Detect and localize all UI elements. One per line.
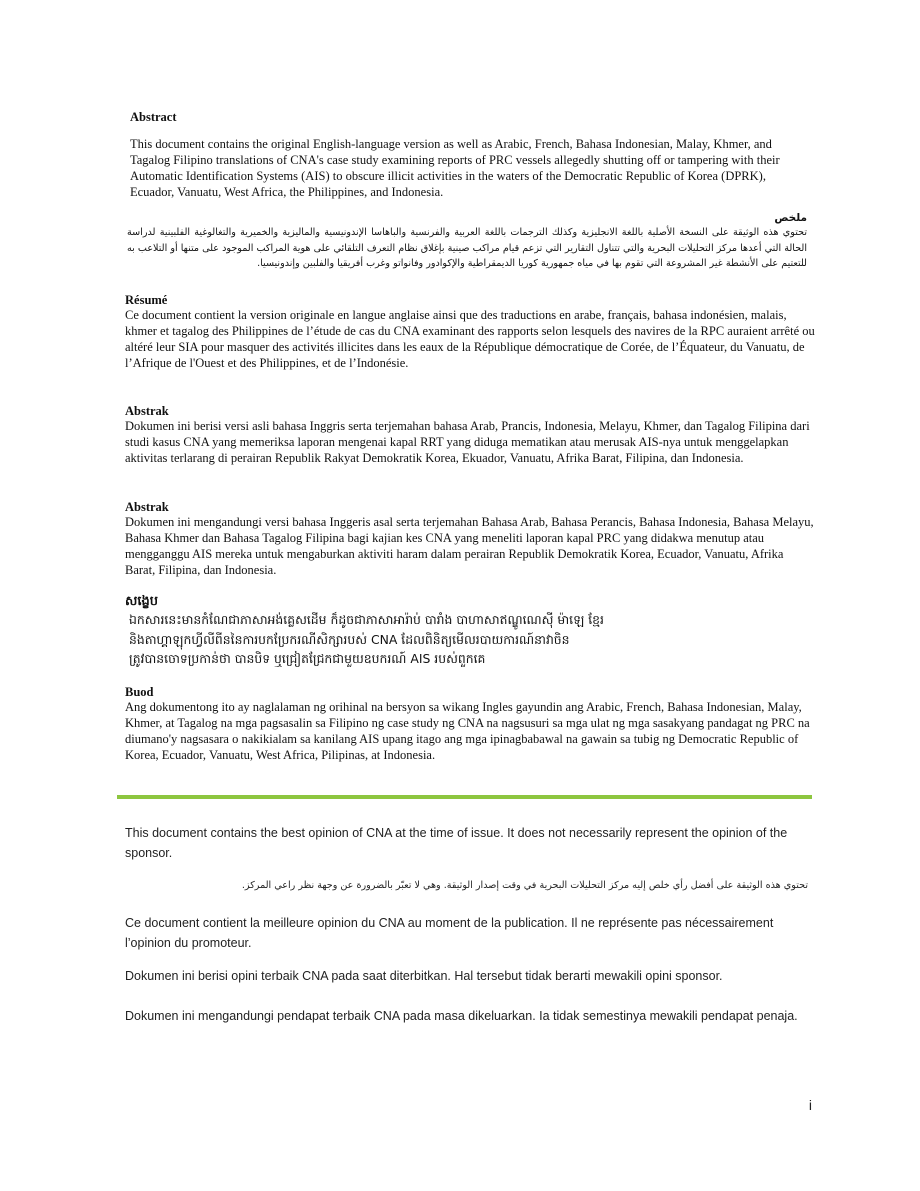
page-number: i (808, 1097, 812, 1113)
disclaimer-english: This document contains the best opinion of CNA at the time of issue. It does not necessarily represent the opinion of the sponsor. (125, 826, 788, 860)
abstract-indonesian-heading: Abstrak (125, 404, 169, 418)
abstract-khmer-line: និងតាហ្គាឡុកហ្វីលីពីននៃការបកប្រែករណីសិក្សារបស់ CNA ដែលពិនិត្យមើលរបាយការណ៍នាវាចិន (129, 631, 570, 647)
abstract-arabic (127, 211, 807, 272)
section-divider (117, 795, 812, 799)
abstract-english-heading: Abstract (130, 110, 177, 124)
abstract-english-body: This document contains the original English-language version as well as Arabic, French, Bahasa Indonesian, Malay, Khmer, and Tagalog Filipino translations of CNA's case study examining reports of PRC vessels allegedly shutting off or tampering with their Automatic Identification Systems (AIS) to obscure illicit activities in the waters of the Democratic Republic of Korea (DPRK), Ecuador, Vanuatu, West Africa, the Philippines, and Indonesia. (130, 137, 780, 199)
disclaimer-arabic: تحتوي هذه الوثيقة على أفضل رأي خلص إليه مركز التحليلات البحرية في وقت إصدار الوثيقة. وهي لا تعبّر بالضرورة عن وجهة نظر راعي المركز. (241, 880, 808, 891)
abstract-khmer-heading: សង្ខេប (125, 594, 159, 609)
abstract-khmer (125, 594, 815, 669)
abstract-tagalog-heading: Buod (125, 685, 154, 699)
abstract-malay-body: Dokumen ini mengandungi versi bahasa Inggeris asal serta terjemahan Bahasa Arab, Bahasa Perancis, Bahasa Indonesia, Bahasa Melayu, Bahasa Khmer dan Bahasa Tagalog Filipina bagi kajian kes CNA yang meneliti laporan kapal PRC yang didakwa menutup atau mengganggu AIS mereka untuk mengaburkan aktiviti haram dalam perairan Republik Demokratik Korea, Ecuador, Vanuatu, Afrika Barat, Filipina, dan Indonesia. (125, 515, 814, 577)
abstract-tagalog-body: Ang dokumentong ito ay naglalaman ng orihinal na bersyon sa wikang Ingles gayundin ang Arabic, French, Bahasa Indonesian, Malay, Khmer, at Tagalog na mga pagsasalin sa Filipino ng case study ng CNA na nagsusuri sa mga ulat ng mga sasakyang pandagat ng PRC na diumano'y nagsasara o nakikialam sa kanilang AIS upang itago ang mga ipinagbabawal na gawain sa tubig ng Democratic Republic of Korea, Ecuador, Vanuatu, West Africa, Pilipinas, at Indonesia. (125, 700, 810, 762)
abstract-khmer-line: ត្រូវបានចោទប្រកាន់ថា បានបិទ ឬជ្រៀតជ្រែកជាមួយឧបករណ៍ AIS របស់ពួកគេ (129, 651, 486, 667)
abstract-indonesian-body: Dokumen ini berisi versi asli bahasa Inggris serta terjemahan bahasa Arab, Prancis, Indonesia, Melayu, Khmer, dan Tagalog Filipina dari studi kasus CNA yang memeriksa laporan mengenai kapal RRT yang diduga mematikan atau merusak AIS-nya untuk menggelapkan aktivitas terlarang di perairan Republik Rakyat Demokratik Korea, Ekuador, Vanuatu, Afrika Barat, Filipina, dan Indonesia. (125, 419, 810, 465)
abstract-french-heading: Résumé (125, 293, 168, 307)
abstract-indonesian (125, 404, 815, 467)
abstract-english (130, 110, 805, 201)
abstract-french-body: Ce document contient la version originale en langue anglaise ainsi que des traductions en arabe, français, bahasa indonésien, malais, khmer et tagalog des Philippines de l’étude de cas du CNA examinant des rapports selon lesquels des navires de la RPC auraient arrêté ou altéré leur SIA pour masquer des activités illicites dans les eaux de la République démocratique de Corée, de l’Équateur, du Vanuatu, de l’Afrique de l'Ouest et des Philippines, et de l’Indonésie. (125, 308, 815, 370)
disclaimer-malay: Dokumen ini mengandungi pendapat terbaik CNA pada masa dikeluarkan. Ia tidak semestinya mewakili pendapat penaja. (125, 1009, 798, 1023)
disclaimer-indonesian: Dokumen ini berisi opini terbaik CNA pada saat diterbitkan. Hal tersebut tidak berarti mewakili opini sponsor. (125, 969, 723, 983)
abstract-malay (125, 500, 815, 579)
abstract-tagalog (125, 685, 815, 764)
disclaimer-french: Ce document contient la meilleure opinion du CNA au moment de la publication. Il ne représente pas nécessairement l’opinion du promoteur. (125, 916, 774, 950)
abstract-arabic-heading: ملخص (774, 212, 807, 224)
abstract-khmer-line: ឯកសារនេះមានកំណែជាភាសាអង់គ្លេសដើម ក៏ដូចជាភាសាអារ៉ាប់ បារាំង បាហាសាឥណ្ឌូណេស៊ី ម៉ាឡេ ខ្មែរ (129, 612, 604, 627)
abstract-malay-heading: Abstrak (125, 500, 169, 514)
abstract-arabic-body: تحتوي هذه الوثيقة على النسخة الأصلية باللغة الانجليزية وكذلك الترجمات باللغة العربية والفرنسية والباهاسا الإندونيسية والماليزية والخميرية والتغالوغية الفلبينية لدراسة الحالة التي أعدها مركز التحليلات البحرية والتي تتناول التقارير التي تزعم قيام مراكب صينية بإغلاق نظام التعرف التلقائي على هوية المراكب الموجود على متنها أو التلاعب به للتعتيم على الأنشطة غير المشروعة التي تقوم بها في مياه جمهورية كوريا الديمقراطية والإكوادور وفانواتو وغرب أفريقيا والفلبين وإندونيسيا. (127, 227, 807, 269)
abstract-french (125, 293, 815, 372)
